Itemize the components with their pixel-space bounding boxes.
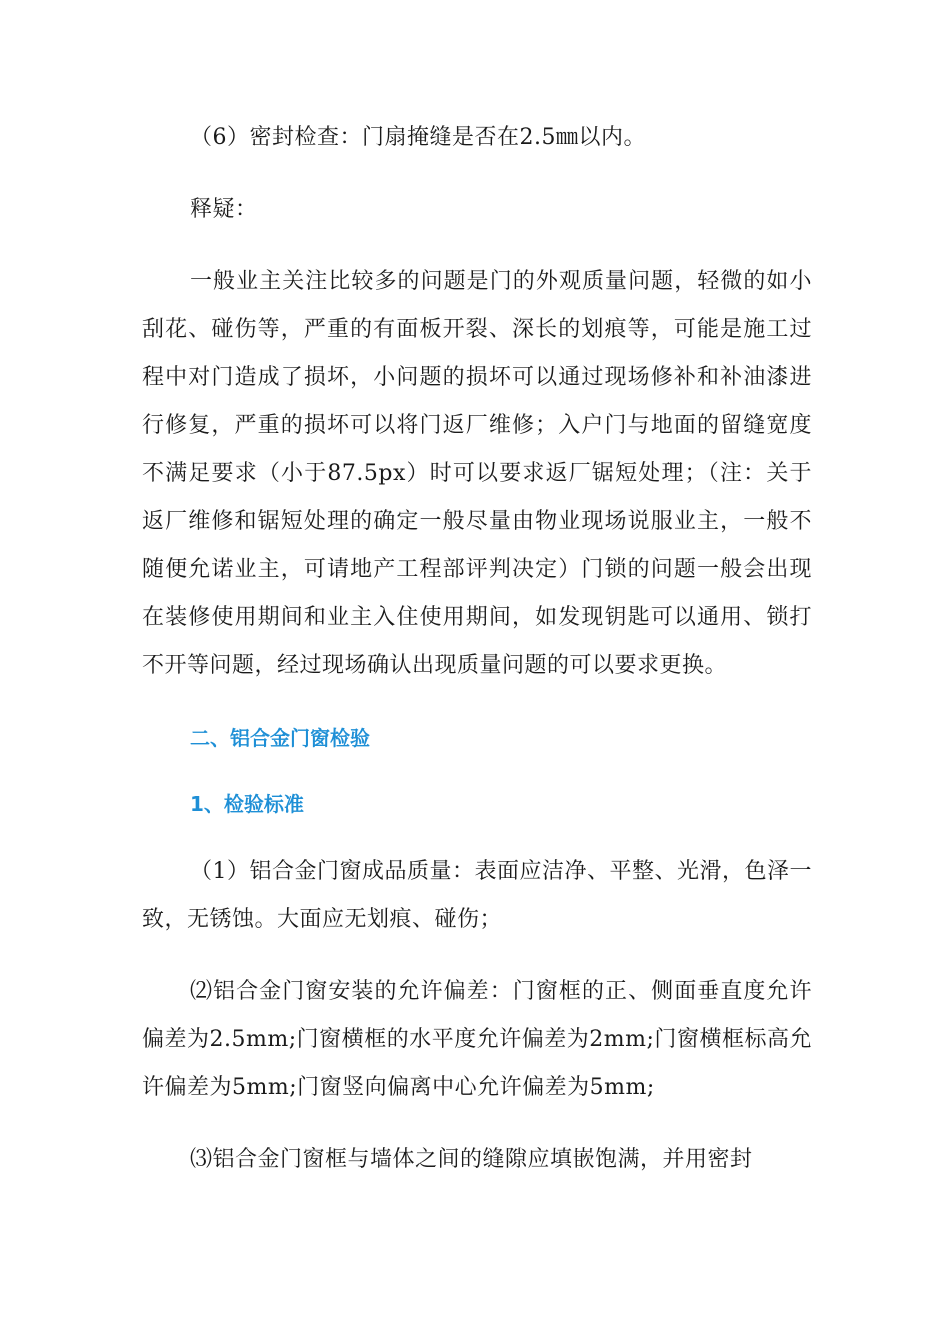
paragraph-seal-check: （6）密封检查：门扇掩缝是否在2.5㎜以内。 <box>190 125 646 150</box>
document-body <box>142 114 812 1184</box>
section-heading: 二、铝合金门窗检验 <box>190 726 370 750</box>
paragraph-install-tolerance: ⑵铝合金门窗安装的允许偏差：门窗框的正、侧面垂直度允许偏差为2.5mm;门窗横框的水平度允许偏差为2mm;门窗横框标高允许偏差为5mm;门窗竖向偏离中心允许偏差为5mm; <box>142 979 812 1100</box>
paragraph-clarification-label: 释疑： <box>190 197 258 222</box>
paragraph-product-quality: （1）铝合金门窗成品质量：表面应洁净、平整、光滑，色泽一致，无锈蚀。大面应无划痕、碰伤； <box>142 859 812 932</box>
subsection-heading: 1、检验标准 <box>190 792 304 816</box>
paragraph-clarification-body: 一般业主关注比较多的问题是门的外观质量问题，轻微的如小刮花、碰伤等，严重的有面板开裂、深长的划痕等，可能是施工过程中对门造成了损坏，小问题的损坏可以通过现场修补和补油漆进行修复，严重的损坏可以将门返厂维修；入户门与地面的留缝宽度不满足要求（小于87.5px）时可以要求返厂锯短处理；（注：关于返厂维修和锯短处理的确定一般尽量由物业现场说服业主，一般不随便允诺业主，可请地产工程部评判决定）门锁的问题一般会出现在装修使用期间和业主入住使用期间，如发现钥匙可以通用、锁打不开等问题，经过现场确认出现质量问题的可以要求更换。 <box>142 269 812 678</box>
paragraph-frame-gap: ⑶铝合金门窗框与墙体之间的缝隙应填嵌饱满，并用密封 <box>190 1147 753 1172</box>
